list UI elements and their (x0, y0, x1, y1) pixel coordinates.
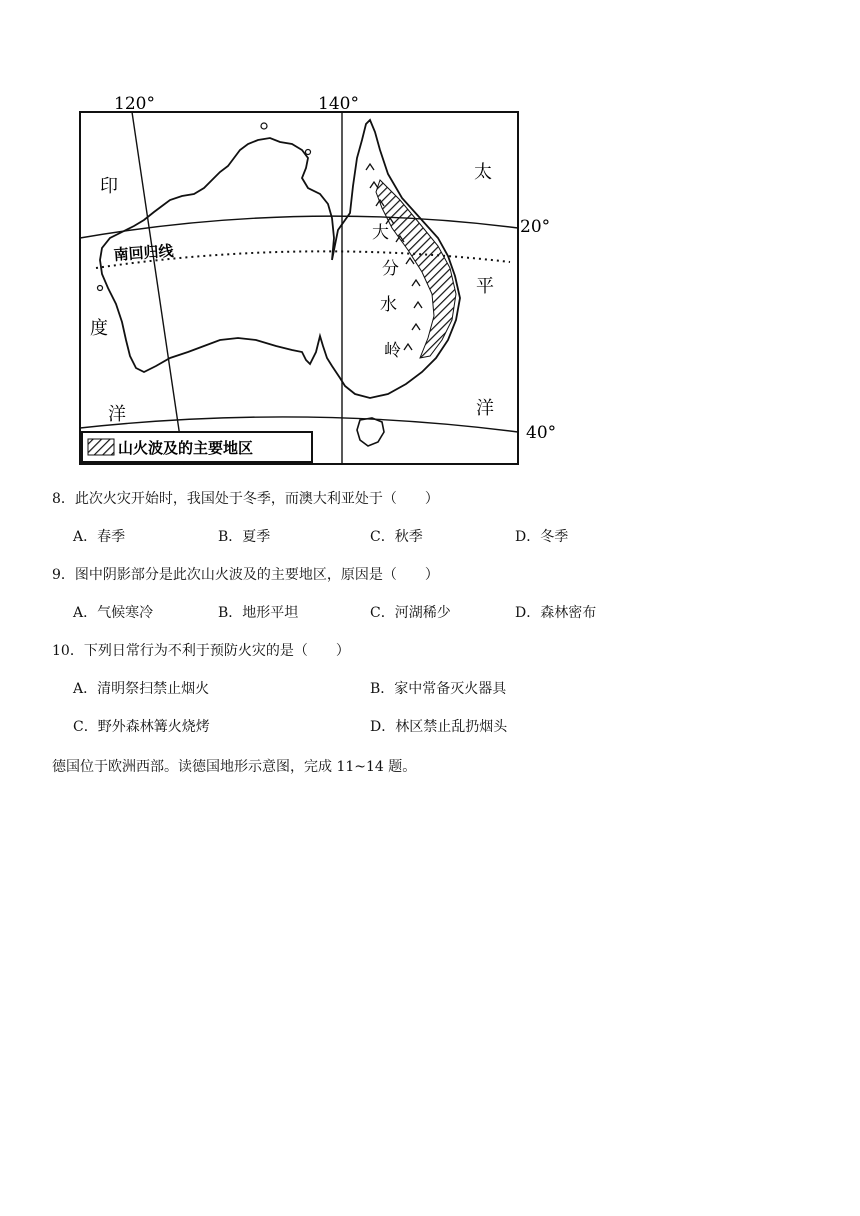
map-legend (82, 432, 312, 462)
q8-option-a: A．春季 (73, 529, 126, 545)
q8-option-b: B．夏季 (218, 529, 271, 545)
q9-option-c: C．河湖稀少 (370, 605, 451, 621)
question-9-stem: 9．图中阴影部分是此次山火波及的主要地区，原因是（ ） (52, 567, 439, 583)
tropic-label: 南回归线 (113, 241, 175, 264)
legend-label: 山火波及的主要地区 (118, 439, 254, 457)
q8-option-c: C．秋季 (370, 529, 423, 545)
ocean-label-du: 度 (90, 318, 108, 339)
lon-label-120: 120° (114, 94, 155, 114)
q10-option-c: C．野外森林篝火烧烤 (73, 719, 210, 735)
ocean-label-yin: 印 (100, 176, 118, 197)
range-label-ling: 岭 (384, 341, 401, 361)
ocean-label-yang-west: 洋 (108, 404, 126, 425)
lat-label-40: 40° (526, 423, 557, 443)
germany-section-intro: 德国位于欧洲西部。读德国地形示意图，完成 11~14 题。 (52, 759, 417, 775)
lat-label-20: 20° (520, 217, 551, 237)
range-label-da: 大 (372, 223, 389, 243)
q10-option-a: A．清明祭扫禁止烟火 (73, 681, 210, 697)
map-svg (70, 88, 557, 473)
ocean-label-yang-east: 洋 (476, 398, 494, 419)
question-10-stem: 10．下列日常行为不利于预防火灾的是（ ） (52, 643, 350, 659)
range-label-fen: 分 (382, 259, 399, 279)
question-8-stem: 8．此次火灾开始时，我国处于冬季，而澳大利亚处于（ ） (52, 491, 439, 507)
legend-hatch-swatch (88, 439, 114, 455)
q9-option-a: A．气候寒冷 (73, 605, 154, 621)
lon-label-140: 140° (318, 94, 359, 114)
q9-option-b: B．地形平坦 (218, 605, 299, 621)
q10-option-b: B．家中常备灭火器具 (370, 681, 507, 697)
ocean-label-tai: 太 (474, 162, 492, 183)
range-label-shui: 水 (380, 295, 397, 315)
australia-fire-map (70, 88, 557, 473)
ocean-label-ping: 平 (476, 276, 494, 297)
q8-option-d: D．冬季 (515, 529, 569, 545)
q9-option-d: D．森林密布 (515, 605, 597, 621)
q10-option-d: D．林区禁止乱扔烟头 (370, 719, 508, 735)
